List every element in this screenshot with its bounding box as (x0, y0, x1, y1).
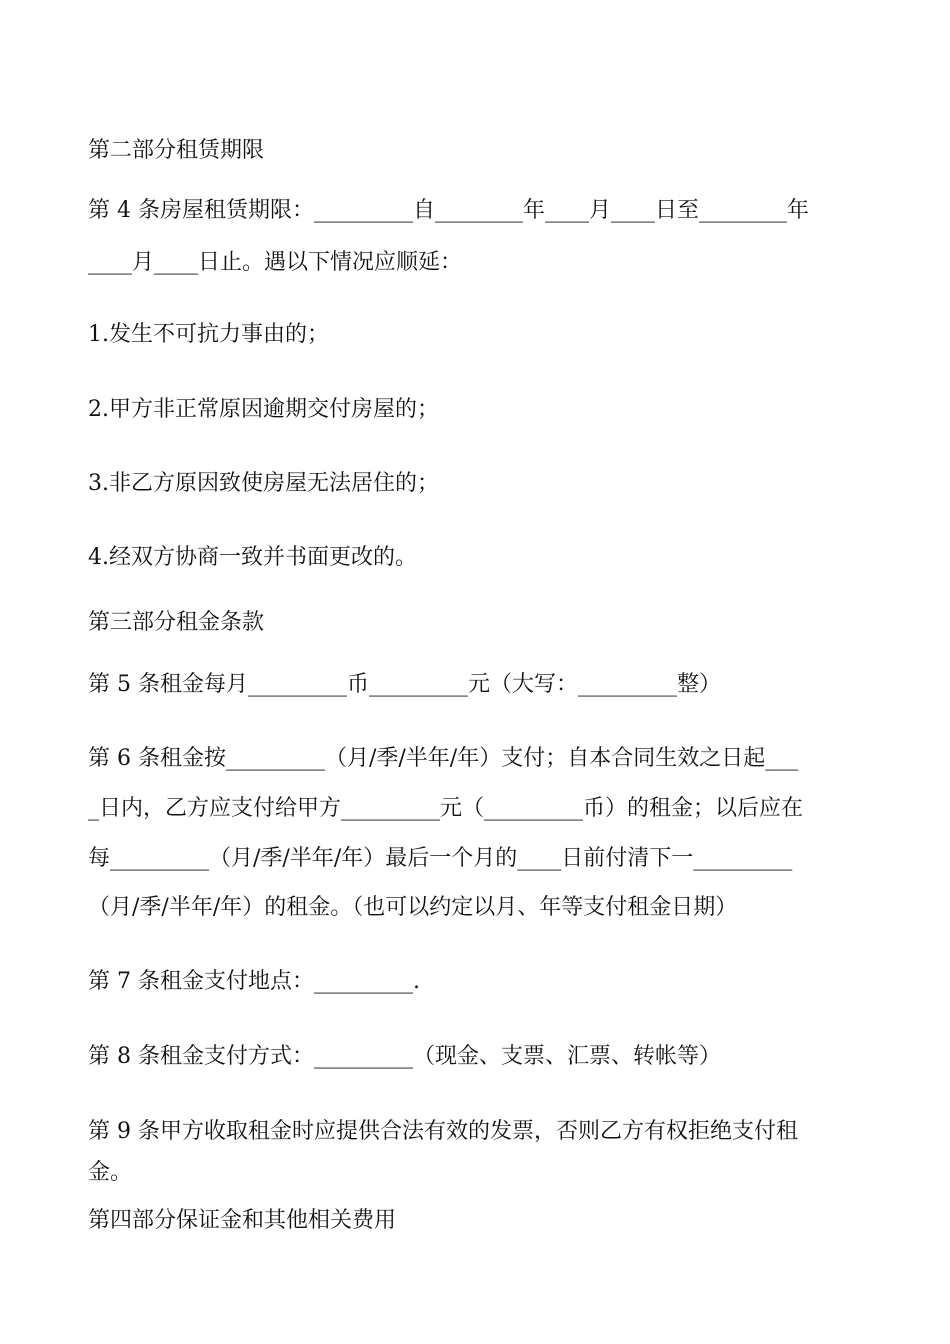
list-item-1: 1.发生不可抗力事由的； (88, 322, 329, 347)
section2-heading: 第二部分租赁期限 (88, 138, 265, 163)
article5: 第 5 条租金每月_________币_________元（大写：_________整） (88, 672, 721, 697)
section4-heading: 第四部分保证金和其他相关费用 (88, 1208, 397, 1233)
article6-line4: （月/季/半年/年）的租金。（也可以约定以月、年等支付租金日期） (88, 895, 738, 920)
list-item-4: 4.经双方协商一致并书面更改的。 (88, 545, 417, 570)
article4-line2: ____月____日止。遇以下情况应顺延： (88, 250, 463, 275)
article9-line2: 金。 (88, 1160, 133, 1185)
list-item-2: 2.甲方非正常原因逾期交付房屋的； (88, 397, 439, 422)
section3-heading: 第三部分租金条款 (88, 610, 265, 635)
list-item-3: 3.非乙方原因致使房屋无法居住的； (88, 471, 439, 496)
article9-line1: 第 9 条甲方收取租金时应提供合法有效的发票，否则乙方有权拒绝支付租 (88, 1119, 798, 1144)
article8: 第 8 条租金支付方式：_________（现金、支票、汇票、转帐等） (88, 1044, 721, 1069)
article4-line1: 第 4 条房屋租赁期限：_________自________年____月____日至________年 (88, 198, 809, 223)
article6-line1: 第 6 条租金按_________（月/季/半年/年）支付；自本合同生效之日起___ (88, 746, 799, 771)
article7: 第 7 条租金支付地点：_________. (88, 969, 420, 994)
article6-line3: 每_________（月/季/半年/年）最后一个月的____日前付清下一_________ (88, 846, 793, 871)
article6-line2: _日内，乙方应支付给甲方_________元（_________币）的租金；以后应在 (88, 796, 804, 821)
